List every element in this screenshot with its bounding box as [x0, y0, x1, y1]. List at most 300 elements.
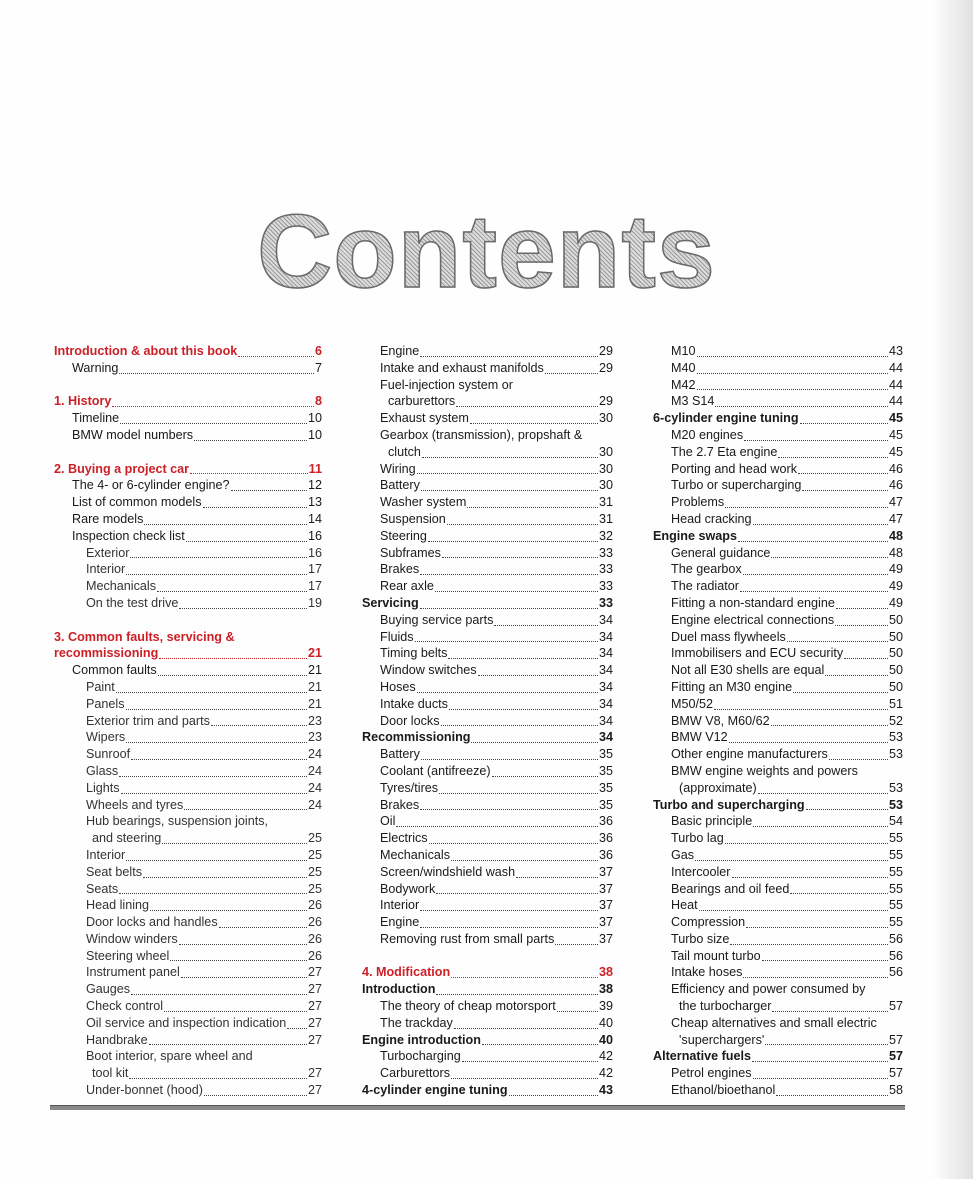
toc-entry-title: M10	[671, 344, 696, 358]
toc-entry[interactable]	[54, 511, 322, 528]
toc-entry[interactable]	[362, 494, 613, 511]
toc-entry-title: Screen/windshield wash	[380, 864, 516, 879]
dot-leader	[439, 779, 598, 794]
toc-entry-title: Interior	[86, 562, 126, 577]
toc-entry[interactable]	[54, 696, 322, 713]
toc-page-number: 36	[598, 847, 613, 862]
toc-entry[interactable]	[54, 729, 322, 746]
toc-page-number: 37	[598, 881, 613, 896]
toc-entry-title: Paint	[86, 679, 115, 694]
toc-page-number: 25	[307, 864, 322, 879]
dot-leader	[545, 359, 598, 374]
toc-entry[interactable]	[54, 595, 322, 612]
toc-page-number: 34	[598, 629, 613, 644]
toc-entry-title: M42	[671, 377, 696, 392]
toc-page-number: 17	[307, 562, 322, 577]
toc-entry[interactable]	[653, 645, 903, 662]
toc-entry[interactable]	[362, 847, 613, 864]
dot-leader	[765, 1030, 888, 1045]
toc-entry-title: (approximate)	[679, 780, 757, 795]
toc-entry[interactable]	[54, 343, 322, 360]
toc-entry[interactable]	[653, 494, 903, 511]
dot-leader	[441, 711, 598, 726]
toc-entry[interactable]	[54, 578, 322, 595]
toc-entry[interactable]	[54, 746, 322, 763]
toc-entry-line: Boot interior, spare wheel and	[86, 1049, 253, 1064]
toc-entry-title: Timeline	[72, 411, 120, 426]
toc-entry-line: Fuel-injection system or	[380, 377, 513, 392]
toc-entry-title: tool kit	[92, 1066, 129, 1081]
toc-entry[interactable]	[653, 528, 903, 545]
toc-entry[interactable]	[653, 612, 903, 629]
toc-entry-title: 4. Modification	[362, 965, 451, 980]
dot-leader	[451, 963, 598, 978]
toc-entry[interactable]	[362, 545, 613, 562]
dot-leader	[752, 1047, 888, 1062]
toc-entry[interactable]	[362, 461, 613, 478]
dot-leader	[790, 879, 888, 894]
toc-entry[interactable]	[54, 1065, 322, 1082]
toc-entry-title: Window winders	[86, 931, 178, 946]
toc-entry[interactable]	[653, 1032, 903, 1049]
toc-page-number: 26	[307, 948, 322, 963]
toc-page-number: 37	[598, 898, 613, 913]
toc-entry[interactable]	[54, 679, 322, 696]
toc-page-number: 31	[598, 511, 613, 526]
toc-entry[interactable]	[653, 477, 903, 494]
toc-entry[interactable]	[653, 360, 903, 377]
toc-page-number: 55	[888, 847, 903, 862]
dot-leader	[415, 627, 598, 642]
toc-entry-title: Interior	[380, 898, 420, 913]
dot-leader	[715, 392, 888, 407]
toc-entry[interactable]	[653, 897, 903, 914]
toc-entry[interactable]	[54, 1082, 322, 1099]
toc-entry[interactable]	[653, 377, 903, 394]
toc-entry[interactable]	[54, 931, 322, 948]
toc-page-number: 35	[598, 763, 613, 778]
toc-entry[interactable]	[54, 477, 322, 494]
toc-entry-title: Buying service parts	[380, 612, 494, 627]
toc-entry-title: Head cracking	[671, 511, 752, 526]
toc-entry[interactable]	[54, 830, 322, 847]
toc-entry[interactable]	[362, 444, 613, 461]
toc-page-number: 44	[888, 360, 903, 375]
dot-leader	[164, 997, 307, 1012]
toc-entry[interactable]	[653, 595, 903, 612]
dot-leader	[753, 812, 888, 827]
dot-leader	[456, 392, 598, 407]
toc-entry-title: Tyres/tires	[380, 780, 439, 795]
toc-entry-title: The 2.7 Eta engine	[671, 444, 778, 459]
toc-entry[interactable]	[653, 511, 903, 528]
toc-entry[interactable]	[362, 780, 613, 797]
toc-entry[interactable]	[54, 847, 322, 864]
toc-entry-title: Wipers	[86, 730, 126, 745]
toc-page-number: 27	[307, 1032, 322, 1047]
toc-entry[interactable]	[54, 981, 322, 998]
toc-page-number: 40	[598, 1032, 613, 1047]
toc-page-number: 42	[598, 1066, 613, 1081]
toc-entry[interactable]	[54, 427, 322, 444]
dot-leader	[421, 476, 598, 491]
toc-entry[interactable]	[362, 964, 613, 981]
toc-entry[interactable]	[362, 696, 613, 713]
toc-entry[interactable]	[653, 998, 903, 1015]
toc-entry[interactable]	[362, 679, 613, 696]
toc-page-number: 53	[888, 797, 903, 812]
toc-entry[interactable]	[362, 1048, 613, 1065]
toc-page-number: 37	[598, 915, 613, 930]
toc-entry[interactable]	[653, 1065, 903, 1082]
toc-entry[interactable]	[362, 931, 613, 948]
dot-leader	[454, 1014, 598, 1029]
dot-leader	[126, 728, 307, 743]
toc-entry-title: Intercooler	[671, 864, 731, 879]
toc-entry[interactable]	[653, 696, 903, 713]
toc-entry-title: The gearbox	[671, 562, 742, 577]
toc-entry[interactable]	[54, 1015, 322, 1032]
toc-entry[interactable]	[653, 797, 903, 814]
toc-entry-title: Hoses	[380, 679, 416, 694]
toc-entry[interactable]	[653, 914, 903, 931]
toc-entry[interactable]	[54, 662, 322, 679]
toc-page-number: 45	[888, 411, 903, 426]
dot-leader	[211, 711, 307, 726]
dot-leader	[753, 1064, 888, 1079]
toc-entry[interactable]	[362, 881, 613, 898]
dot-leader	[420, 560, 598, 575]
toc-entry[interactable]	[653, 545, 903, 562]
toc-entry[interactable]	[362, 864, 613, 881]
toc-entry[interactable]	[54, 797, 322, 814]
toc-entry[interactable]	[54, 528, 322, 545]
dot-leader	[802, 476, 888, 491]
dot-leader	[194, 426, 307, 441]
toc-entry[interactable]	[54, 914, 322, 931]
dot-leader	[746, 913, 888, 928]
dot-leader	[509, 1081, 598, 1096]
toc-entry[interactable]	[54, 360, 322, 377]
dot-leader	[116, 678, 307, 693]
toc-page-number: 50	[888, 679, 903, 694]
toc-entry-title: Bearings and oil feed	[671, 881, 790, 896]
toc-entry[interactable]	[362, 360, 613, 377]
dot-leader	[428, 527, 598, 542]
toc-entry-title: Engine swaps	[653, 528, 737, 543]
toc-page-number: 36	[598, 814, 613, 829]
toc-entry[interactable]	[362, 981, 613, 998]
toc-page-number: 32	[598, 528, 613, 543]
dot-leader	[238, 342, 314, 357]
toc-entry[interactable]	[54, 864, 322, 881]
dot-leader	[396, 812, 598, 827]
toc-entry-title: Fitting an M30 engine	[671, 679, 793, 694]
toc-entry-title: Washer system	[380, 495, 467, 510]
toc-entry[interactable]	[362, 561, 613, 578]
toc-entry[interactable]	[54, 393, 322, 410]
toc-entry-line: 3. Common faults, servicing &	[54, 629, 235, 644]
toc-page-number: 16	[307, 528, 322, 543]
toc-entry-title: Battery	[380, 478, 420, 493]
dot-leader	[743, 560, 888, 575]
toc-entry[interactable]	[362, 528, 613, 545]
toc-entry[interactable]	[362, 662, 613, 679]
toc-entry-title: Oil	[380, 814, 396, 829]
toc-entry-title: Seat belts	[86, 864, 143, 879]
toc-entry[interactable]	[362, 645, 613, 662]
toc-entry[interactable]	[54, 494, 322, 511]
dot-leader	[844, 644, 888, 659]
dot-leader	[557, 997, 598, 1012]
toc-entry[interactable]	[362, 595, 613, 612]
toc-entry[interactable]	[653, 679, 903, 696]
toc-entry[interactable]	[54, 881, 322, 898]
toc-entry[interactable]	[653, 629, 903, 646]
toc-entry-title: The radiator	[671, 579, 739, 594]
toc-entry[interactable]	[653, 427, 903, 444]
toc-entry-title: 1. History	[54, 394, 112, 409]
toc-page-number: 55	[888, 831, 903, 846]
toc-entry[interactable]	[362, 1082, 613, 1099]
dot-leader	[204, 1081, 307, 1096]
dot-leader	[740, 577, 888, 592]
toc-entry[interactable]	[54, 410, 322, 427]
toc-page-number: 30	[598, 461, 613, 476]
dot-leader	[162, 829, 307, 844]
dot-leader	[753, 510, 888, 525]
dot-leader	[778, 443, 888, 458]
toc-entry[interactable]	[653, 864, 903, 881]
toc-entry-title: Wheels and tyres	[86, 797, 184, 812]
dot-leader	[186, 527, 307, 542]
dot-leader	[451, 1064, 598, 1079]
toc-page-number: 10	[307, 411, 322, 426]
toc-page-number: 24	[307, 780, 322, 795]
toc-page-number: 33	[598, 595, 613, 610]
toc-entry[interactable]	[54, 763, 322, 780]
dot-leader	[697, 359, 888, 374]
toc-entry-title: Brakes	[380, 797, 420, 812]
toc-entry-title: Heat	[671, 898, 698, 913]
toc-entry[interactable]	[653, 813, 903, 830]
dot-leader	[119, 359, 314, 374]
toc-entry[interactable]	[362, 1032, 613, 1049]
toc-page-number: 44	[888, 377, 903, 392]
dot-leader	[835, 611, 888, 626]
toc-page-number: 55	[888, 864, 903, 879]
toc-entry[interactable]	[653, 964, 903, 981]
toc-entry[interactable]	[54, 780, 322, 797]
toc-entry[interactable]	[362, 629, 613, 646]
toc-page-number: 42	[598, 1049, 613, 1064]
toc-entry-title: The theory of cheap motorsport	[380, 999, 556, 1014]
toc-page-number: 49	[888, 562, 903, 577]
toc-entry-title: Exterior	[86, 545, 130, 560]
toc-entry[interactable]	[54, 561, 322, 578]
toc-entry[interactable]	[362, 1065, 613, 1082]
dot-leader	[121, 779, 307, 794]
toc-page-number: 31	[598, 495, 613, 510]
section-gap	[54, 377, 322, 394]
toc-page-number: 24	[307, 763, 322, 778]
toc-entry-title: Duel mass flywheels	[671, 629, 786, 644]
toc-entry[interactable]	[362, 763, 613, 780]
toc-page-number: 33	[598, 562, 613, 577]
toc-entry[interactable]	[653, 729, 903, 746]
toc-entry[interactable]	[54, 645, 322, 662]
toc-entry[interactable]	[362, 511, 613, 528]
toc-page-number: 46	[888, 478, 903, 493]
toc-entry[interactable]	[362, 797, 613, 814]
toc-entry-title: Ethanol/bioethanol	[671, 1083, 776, 1098]
toc-page-number: 37	[598, 864, 613, 879]
dot-leader	[771, 543, 888, 558]
toc-entry-title: Gauges	[86, 982, 131, 997]
toc-page-number: 50	[888, 629, 903, 644]
toc-entry[interactable]	[362, 1015, 613, 1032]
toc-page-number: 23	[307, 713, 322, 728]
toc-entry[interactable]	[653, 847, 903, 864]
toc-entry[interactable]	[362, 830, 613, 847]
toc-entry[interactable]	[362, 612, 613, 629]
toc-entry[interactable]	[362, 897, 613, 914]
toc-entry-title: Other engine manufacturers	[671, 747, 828, 762]
dot-leader	[120, 409, 307, 424]
toc-page-number: 45	[888, 427, 903, 442]
toc-entry[interactable]	[653, 444, 903, 461]
toc-entry[interactable]	[54, 964, 322, 981]
toc-page-number: 43	[888, 344, 903, 358]
toc-entry[interactable]	[653, 410, 903, 427]
toc-entry-title: and steering	[92, 831, 162, 846]
toc-entry[interactable]	[653, 713, 903, 730]
dot-leader	[555, 930, 598, 945]
dot-leader	[129, 1064, 307, 1079]
toc-entry[interactable]	[653, 662, 903, 679]
toc-entry[interactable]	[362, 410, 613, 427]
toc-entry[interactable]	[653, 948, 903, 965]
toc-page-number: 21	[307, 646, 322, 661]
dot-leader	[158, 661, 307, 676]
toc-entry-title: Interior	[86, 847, 126, 862]
toc-entry[interactable]	[653, 393, 903, 410]
toc-entry[interactable]	[653, 830, 903, 847]
dot-leader	[420, 913, 598, 928]
dot-leader	[157, 577, 307, 592]
toc-entry-title: Glass	[86, 763, 119, 778]
toc-entry-title: On the test drive	[86, 595, 179, 610]
toc-page-number: 34	[598, 696, 613, 711]
toc-entry[interactable]	[653, 1082, 903, 1099]
dot-leader	[126, 560, 307, 575]
toc-entry[interactable]	[54, 713, 322, 730]
toc-entry-title: Check control	[86, 999, 163, 1014]
toc-page-number: 29	[598, 344, 613, 358]
toc-entry[interactable]	[54, 897, 322, 914]
toc-entry[interactable]	[54, 998, 322, 1015]
toc-entry[interactable]	[362, 813, 613, 830]
toc-page-number: 25	[307, 881, 322, 896]
dot-leader	[131, 745, 307, 760]
toc-entry-title: Warning	[72, 360, 119, 375]
toc-entry-title: Not all E30 shells are equal	[671, 663, 825, 678]
toc-entry[interactable]	[54, 1032, 322, 1049]
dot-leader	[422, 443, 598, 458]
toc-page-number: 44	[888, 394, 903, 409]
toc-page-number: 56	[888, 948, 903, 963]
toc-entry[interactable]	[653, 561, 903, 578]
toc-page-number: 30	[598, 411, 613, 426]
toc-entry[interactable]	[653, 461, 903, 478]
toc-entry[interactable]	[54, 948, 322, 965]
toc-entry[interactable]	[653, 578, 903, 595]
toc-entry[interactable]	[54, 545, 322, 562]
toc-page-number: 25	[307, 847, 322, 862]
dot-leader	[492, 762, 598, 777]
toc-page-number: 27	[307, 965, 322, 980]
toc-entry[interactable]	[653, 780, 903, 797]
bottom-rule	[50, 1105, 905, 1110]
toc-entry[interactable]	[362, 578, 613, 595]
toc-page-number: 16	[307, 545, 322, 560]
toc-entry[interactable]	[362, 914, 613, 931]
toc-entry-title: Engine introduction	[362, 1032, 481, 1047]
toc-page-number: 34	[598, 646, 613, 661]
toc-entry[interactable]	[653, 746, 903, 763]
toc-entry[interactable]	[362, 746, 613, 763]
toc-page-number: 21	[307, 679, 322, 694]
toc-page-number: 23	[307, 730, 322, 745]
toc-entry-title: BMW V12	[671, 730, 728, 745]
toc-entry[interactable]	[362, 713, 613, 730]
toc-entry-title: Coolant (antifreeze)	[380, 763, 491, 778]
toc-page-number: 29	[598, 394, 613, 409]
toc-entry[interactable]	[54, 461, 322, 478]
toc-entry[interactable]	[653, 931, 903, 948]
toc-page-number: 50	[888, 646, 903, 661]
dot-leader	[119, 879, 307, 894]
toc-entry[interactable]	[362, 729, 613, 746]
toc-entry[interactable]	[362, 393, 613, 410]
toc-entry[interactable]	[653, 343, 903, 360]
toc-entry-title: 2. Buying a project car	[54, 461, 190, 476]
toc-entry-line: Gearbox (transmission), propshaft &	[380, 427, 583, 442]
toc-page-number: 17	[307, 579, 322, 594]
toc-page-number: 26	[307, 931, 322, 946]
toc-page-number: 45	[888, 444, 903, 459]
toc-entry-title: Servicing	[362, 595, 419, 610]
toc-page-number: 43	[598, 1083, 613, 1098]
toc-entry[interactable]	[362, 343, 613, 360]
toc-entry[interactable]	[653, 1048, 903, 1065]
toc-page-number: 38	[598, 965, 613, 980]
dot-leader	[471, 728, 598, 743]
dot-leader	[442, 543, 598, 558]
toc-page-number: 48	[888, 528, 903, 543]
toc-page-number: 54	[888, 814, 903, 829]
toc-page-number: 49	[888, 595, 903, 610]
toc-entry[interactable]	[362, 477, 613, 494]
toc-entry-title: Subframes	[380, 545, 441, 560]
toc-entry[interactable]	[653, 881, 903, 898]
toc-entry[interactable]	[362, 998, 613, 1015]
dot-leader	[787, 627, 888, 642]
toc-page-number: 35	[598, 747, 613, 762]
dot-leader	[159, 644, 307, 659]
toc-entry-title: Brakes	[380, 562, 420, 577]
page-edge-shadow	[933, 0, 973, 1179]
